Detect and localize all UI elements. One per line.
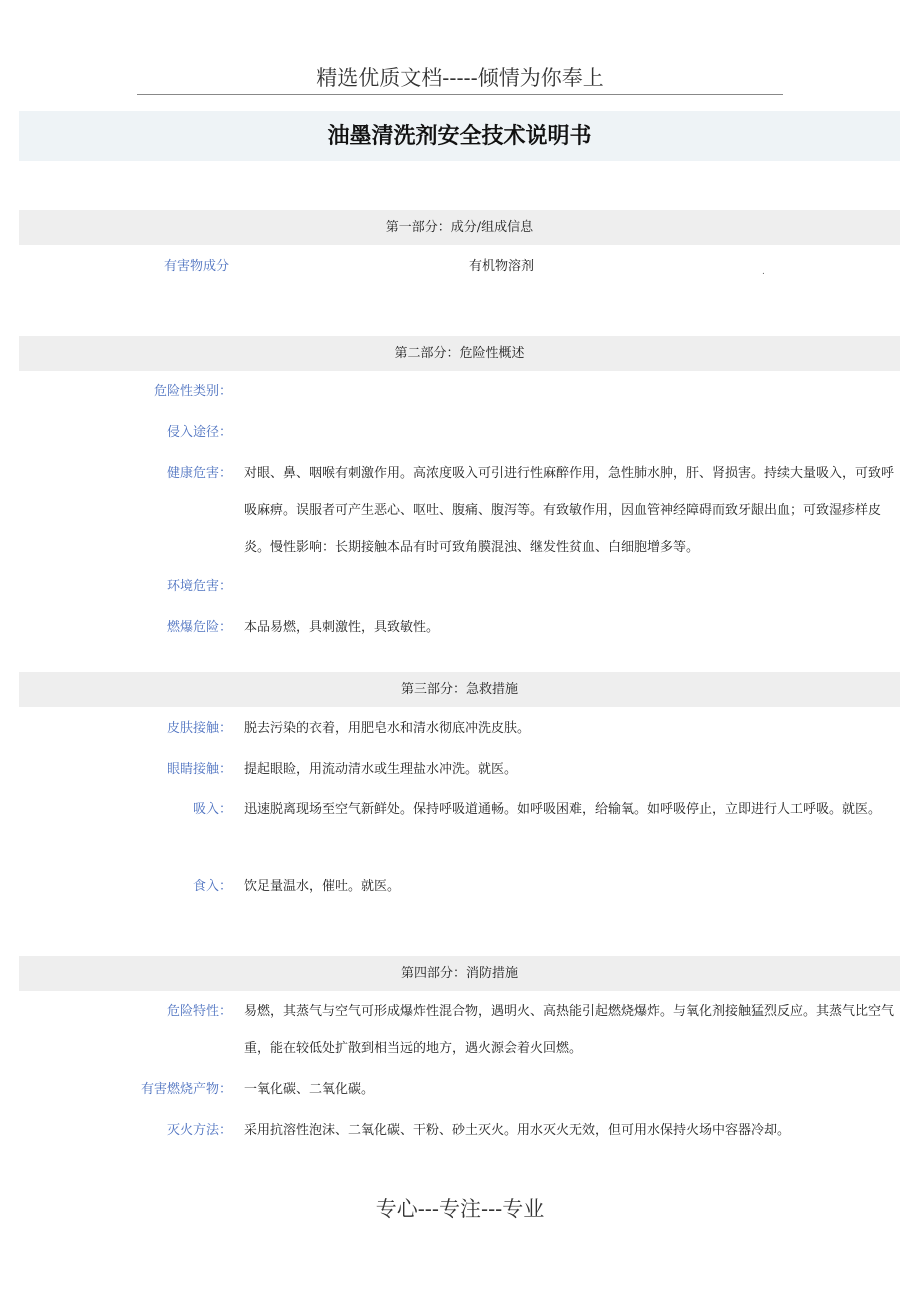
section-4-header xyxy=(19,956,900,991)
header-divider xyxy=(137,94,783,95)
section-3-title: 第三部分：急救措施 xyxy=(400,682,518,697)
trailing-mark: . xyxy=(762,267,765,277)
section-3-header xyxy=(19,672,900,707)
hazard-component-label: 有害物成分 xyxy=(164,259,230,274)
extinguishing-method-value: 采用抗溶性泡沫、二氧化碳、干粉、砂土灭火。用水灭火无效，但可用水保持火场中容器冷却。 xyxy=(244,1123,791,1138)
inhalation-value: 迅速脱离现场至空气新鲜处。保持呼吸道通畅。如呼吸困难，给输氧。如呼吸停止，立即进行人工呼吸。就医。 xyxy=(244,802,882,817)
health-hazard-label: 健康危害： xyxy=(166,466,232,481)
ingestion-label: 食入： xyxy=(192,879,232,894)
combustion-products-label: 有害燃烧产物： xyxy=(140,1082,232,1097)
health-hazard-value: 对眼、鼻、咽喉有刺激作用。高浓度吸入可引进行性麻醉作用，急性肺水肿，肝、肾损害。持续大量吸入，可致呼吸麻痹。误服者可产生恶心、呕吐、腹痛、腹泻等。有致敏作用，因血管神经障碍而致牙龈出血；可致湿疹样皮炎。慢性影响：长期接触本品有时可致角膜混浊、继发性贫血、白细胞增多等。 xyxy=(244,466,895,555)
section-1-header xyxy=(19,210,900,245)
fire-explosion-hazard-value: 本品易燃，具刺激性，具致敏性。 xyxy=(244,620,440,635)
hazard-characteristics-label: 危险特性： xyxy=(166,1004,232,1019)
section-2-title: 第二部分：危险性概述 xyxy=(394,346,525,361)
inhalation-label: 吸入： xyxy=(192,802,232,817)
section-2-header xyxy=(19,336,900,371)
page-footer: 专心---专注---专业 xyxy=(375,1197,545,1221)
eye-contact-label: 眼睛接触： xyxy=(166,762,232,777)
title-band xyxy=(19,111,900,161)
page-header: 精选优质文档-----倾情为你奉上 xyxy=(316,66,604,90)
fire-explosion-hazard-label: 燃爆危险： xyxy=(166,620,232,635)
ingestion-value: 饮足量温水，催吐。就医。 xyxy=(244,879,401,894)
hazard-component-value: 有机物溶剂 xyxy=(469,259,535,274)
eye-contact-value: 提起眼睑，用流动清水或生理盐水冲洗。就医。 xyxy=(244,762,518,777)
section-1-title: 第一部分：成分/组成信息 xyxy=(385,220,534,235)
section-4-title: 第四部分：消防措施 xyxy=(400,966,518,981)
document-title: 油墨清洗剂安全技术说明书 xyxy=(327,123,592,149)
hazard-characteristics-value: 易燃，其蒸气与空气可形成爆炸性混合物，遇明火、高热能引起燃烧爆炸。与氧化剂接触猛烈反应。其蒸气比空气重，能在较低处扩散到相当远的地方，遇火源会着火回燃。 xyxy=(244,1004,895,1056)
extinguishing-method-label: 灭火方法： xyxy=(166,1123,232,1138)
skin-contact-value: 脱去污染的衣着，用肥皂水和清水彻底冲洗皮肤。 xyxy=(244,721,531,736)
combustion-products-value: 一氧化碳、二氧化碳。 xyxy=(244,1082,375,1097)
hazard-category-label: 危险性类别： xyxy=(153,384,232,399)
environmental-hazard-label: 环境危害： xyxy=(166,579,232,594)
exposure-route-label: 侵入途径： xyxy=(166,425,232,440)
skin-contact-label: 皮肤接触： xyxy=(166,721,232,736)
